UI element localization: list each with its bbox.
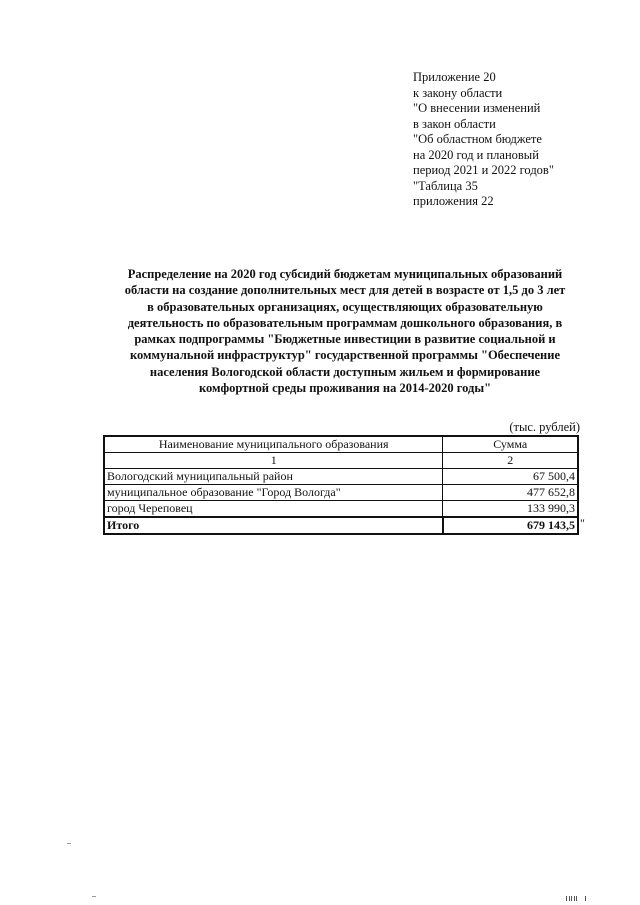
column-number: 2: [443, 453, 578, 469]
column-number: 1: [104, 453, 443, 469]
scan-barcode-mark: [566, 896, 588, 901]
title-line: области на создание дополнительных мест для детей в возрасте от 1,5 до 3 лет: [124, 283, 566, 298]
title-line: в образовательных организациях, осуществляющих образовательную: [147, 299, 543, 314]
title-line: населения Вологодской области доступным жильем и формирование: [149, 364, 541, 379]
appendix-line: "О внесении изменений: [413, 101, 541, 115]
table-row: [104, 501, 578, 518]
appendix-line: "Об областном бюджете: [413, 132, 542, 146]
row-name: город Череповец: [104, 501, 443, 518]
total-row: [104, 517, 578, 534]
scan-mark: [92, 896, 96, 897]
row-sum: 67 500,4: [443, 469, 578, 485]
appendix-line: в закон области: [413, 116, 496, 131]
scan-mark: [67, 843, 71, 844]
units-label: (тыс. рублей): [509, 420, 580, 434]
total-sum: 679 143,5: [443, 517, 578, 534]
header-sum: Сумма: [443, 436, 578, 453]
appendix-line: на 2020 год и плановый: [413, 147, 539, 162]
appendix-line: период 2021 и 2022 годов": [413, 163, 554, 177]
appendix-line: приложения 22: [413, 194, 494, 208]
closing-quote: ": [580, 516, 585, 530]
subsidy-table: [103, 435, 579, 535]
title-line: коммунальной инфраструктур" государственной программы "Обеспечение: [129, 348, 560, 363]
appendix-line: "Таблица 35: [413, 178, 478, 193]
table-header-row: [104, 436, 578, 453]
appendix-line: к закону области: [413, 85, 503, 100]
title-line: Распределение на 2020 год субсидий бюджетам муниципальных образований: [127, 267, 563, 281]
row-name: муниципальное образование "Город Вологда": [104, 485, 443, 501]
table-row: [104, 485, 578, 501]
appendix-header: [413, 70, 603, 210]
table-row: [104, 469, 578, 485]
total-label: Итого: [104, 517, 443, 534]
appendix-line: Приложение 20: [413, 70, 496, 84]
column-number-row: [104, 453, 578, 469]
document-title: [100, 266, 590, 396]
title-line: комфортной среды проживания на 2014-2020 годы": [198, 381, 492, 396]
header-name: Наименование муниципального образования: [104, 436, 443, 453]
title-line: деятельность по образовательным программам дошкольного образования, в: [127, 315, 563, 330]
row-sum: 477 652,8: [443, 485, 578, 501]
row-sum: 133 990,3: [443, 501, 578, 518]
row-name: Вологодский муниципальный район: [104, 469, 443, 485]
title-line: рамках подпрограммы "Бюджетные инвестиции в развитие социальной и: [134, 332, 556, 347]
